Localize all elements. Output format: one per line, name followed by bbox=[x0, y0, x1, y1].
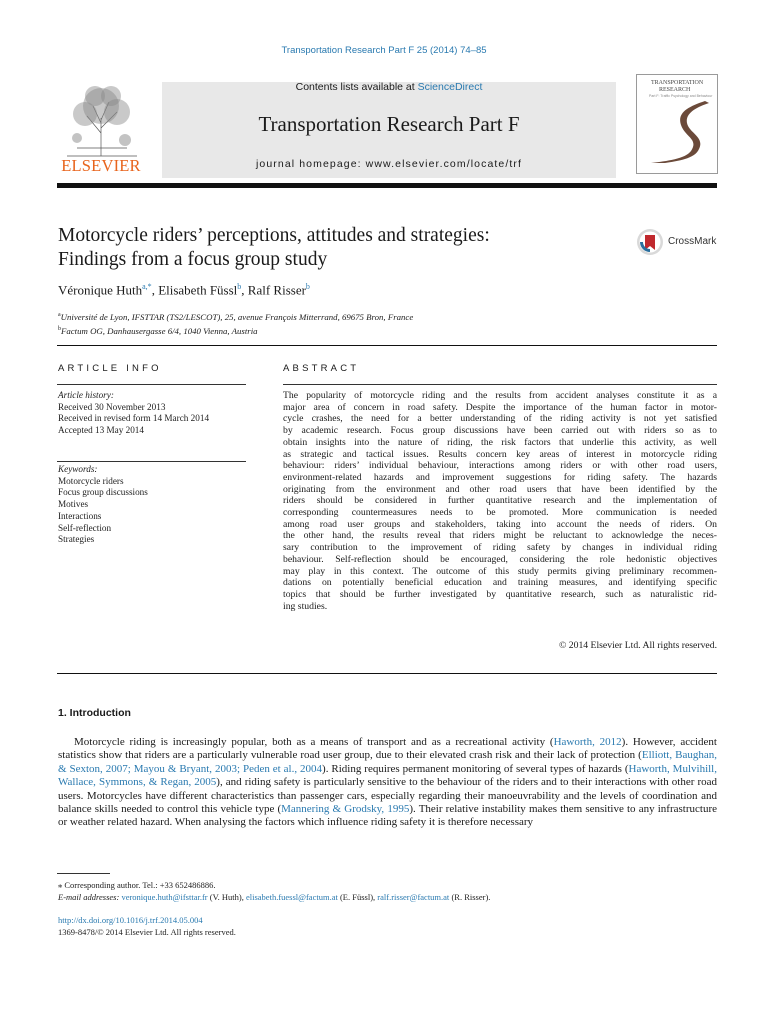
abstract-line: riders should be considered in further quantitative research and the implementation of bbox=[283, 495, 717, 507]
masthead-rule bbox=[57, 183, 717, 188]
abstract-line: behaviour. Self-reflection should be encouraged, considering the role hedonistic objectives bbox=[283, 553, 717, 565]
affiliation-text: Université de Lyon, IFSTTAR (TS2/LESCOT), 25, avenue François Mitterrand, 69675 Bron, France bbox=[60, 311, 414, 322]
abstract-line: the other hand, the results reveal that riders might be reluctant to acknowledge the neces- bbox=[283, 530, 717, 542]
author-affiliation-mark[interactable]: b bbox=[305, 282, 310, 291]
email-owner: (V. Huth), bbox=[207, 892, 246, 902]
email-link[interactable]: veronique.huth@ifsttar.fr bbox=[121, 892, 208, 902]
keyword-item: Strategies bbox=[58, 534, 95, 545]
cover-title-line2: RESEARCH bbox=[659, 86, 691, 93]
citation-link[interactable]: Haworth, Mulvihill, Wallace, Symmons, & Regan, 2005 bbox=[58, 762, 717, 789]
abstract-line: sary contribution to the improvement of riding safety by changes in individual riding bbox=[283, 542, 717, 554]
keyword-item: Motorcycle riders bbox=[58, 475, 124, 486]
doi-block bbox=[58, 914, 236, 938]
cover-title-line1: TRANSPORTATION bbox=[651, 80, 704, 86]
issn-line: 1369-8478/© 2014 Elsevier Ltd. All rights reserved. bbox=[58, 927, 236, 937]
article-info-heading: ARTICLE INFO bbox=[58, 363, 162, 374]
email-addresses bbox=[58, 891, 490, 903]
journal-homepage[interactable]: journal homepage: www.elsevier.com/locate/trf bbox=[255, 158, 523, 170]
keyword-item: Focus group discussions bbox=[58, 487, 148, 498]
affiliations bbox=[58, 309, 413, 337]
abstract-line: among road user groups and stakeholders, taking into account the needs of riders. On bbox=[283, 518, 717, 530]
contents-prefix: Contents lists available at bbox=[295, 81, 418, 93]
email-owner: (R. Risser). bbox=[449, 892, 491, 902]
abstract-line: dations on potentially beneficial education and training measures, and identifying specific bbox=[283, 577, 717, 589]
keywords-list bbox=[58, 476, 148, 546]
keywords bbox=[58, 464, 148, 546]
running-head[interactable]: Transportation Research Part F 25 (2014) 74–85 bbox=[281, 45, 487, 56]
history-label: Article history: bbox=[58, 390, 114, 400]
author-name: Elisabeth Füssl bbox=[158, 282, 238, 298]
affiliation-line bbox=[58, 309, 413, 323]
keywords-label: Keywords: bbox=[58, 464, 98, 474]
affiliation-line bbox=[58, 323, 413, 337]
elsevier-logo bbox=[57, 78, 145, 174]
cover-road-image bbox=[647, 99, 709, 165]
corresponding-author-note: ⁎ Corresponding author. Tel.: +33 652486886. bbox=[58, 880, 216, 890]
elsevier-tree-icon bbox=[57, 78, 145, 158]
citation-link[interactable]: Mannering & Grodsky, 1995 bbox=[281, 803, 410, 816]
abstract-line: originating from the environment and other road users that have been identified by the bbox=[283, 483, 717, 495]
doi-link[interactable]: http://dx.doi.org/10.1016/j.trf.2014.05.004 bbox=[58, 915, 203, 925]
email-label: E-mail addresses: bbox=[58, 892, 122, 902]
journal-title: Transportation Research Part F bbox=[258, 112, 520, 136]
cover-subtitle: Part F: Traffic Psychology and Behaviour bbox=[649, 94, 713, 98]
author-name: Véronique Huth bbox=[58, 282, 143, 298]
keyword-item: Self-reflection bbox=[58, 522, 112, 533]
affiliation-mark: b bbox=[58, 325, 61, 332]
crossmark-badge[interactable] bbox=[636, 228, 726, 258]
citation-link[interactable]: Haworth, 2012 bbox=[553, 736, 622, 748]
history-item: Accepted 13 May 2014 bbox=[58, 425, 144, 436]
footnotes bbox=[58, 879, 490, 903]
keyword-item: Motives bbox=[58, 499, 89, 510]
affiliation-mark: a bbox=[58, 312, 61, 318]
email-owner: (E. Füssl), bbox=[337, 892, 378, 902]
abstract-line: may play in this context. The outcome of this study permits giving preliminary recommen- bbox=[283, 565, 717, 577]
author-separator: , bbox=[151, 282, 159, 298]
journal-cover bbox=[636, 74, 718, 174]
abstract-line: cycle crashes, the need for a better understanding of the riding activity is not yet satisfied bbox=[283, 413, 717, 425]
article-title-line2: Findings from a focus group study bbox=[58, 249, 328, 270]
crossmark-label: CrossMark bbox=[668, 236, 717, 247]
affiliation-text: Factum OG, Danhausergasse 6/4, 1040 Vienna, Austria bbox=[61, 325, 258, 336]
author-separator: , bbox=[241, 282, 248, 298]
abstract-line: topics that should be further investigated by quantitative research, such as naturalistic rid- bbox=[283, 588, 717, 600]
history-item: Received 30 November 2013 bbox=[58, 401, 166, 412]
body-text: ), and riding safety is particularly sensitive to the behaviour of the riders and to their interactions with other road users. Motorcycles have different characteristics than passenger cars, especially regarding their manoeuvrability and the levels of coordination and balance skills needed to control this vehicle type ( bbox=[58, 776, 717, 816]
author-name: Ralf Risser bbox=[247, 282, 306, 298]
abstract-copyright: © 2014 Elsevier Ltd. All rights reserved. bbox=[558, 640, 717, 651]
divider bbox=[57, 673, 717, 674]
abstract-line: major area of concern in road safety. Despite the importance of the human factor in motor- bbox=[283, 401, 717, 413]
sciencedirect-link[interactable]: ScienceDirect bbox=[417, 81, 483, 93]
divider bbox=[57, 345, 717, 346]
author-affiliation-mark[interactable]: a,* bbox=[142, 282, 152, 291]
abstract-line: ing studies. bbox=[283, 600, 328, 612]
article-title-line1: Motorcycle riders’ perceptions, attitudes and strategies: bbox=[58, 225, 490, 246]
email-link[interactable]: ralf.risser@factum.at bbox=[377, 892, 450, 902]
body-text: Motorcycle riding is increasingly popular, both as a means of transport and as a recreational activity ( bbox=[74, 736, 554, 748]
publisher-name: ELSEVIER bbox=[61, 156, 141, 175]
abstract-line: as strategic and tactical issues. Results concern key areas of interest in motorcycle riding bbox=[283, 448, 717, 460]
body-text: ). However, accident statistics show that riders are a particularly vulnerable road user group, due to their elevated crash risk and their lack of protection ( bbox=[58, 736, 717, 762]
cover-title bbox=[651, 80, 703, 93]
history-list bbox=[58, 402, 209, 437]
section-heading: 1. Introduction bbox=[58, 707, 131, 719]
article-history bbox=[58, 390, 209, 437]
email-link[interactable]: elisabeth.fuessl@factum.at bbox=[245, 892, 338, 902]
abstract-line: environment-related hazards and improvement suggestions for riding safety. The hazards bbox=[283, 471, 717, 483]
author-affiliation-mark[interactable]: b bbox=[237, 282, 242, 291]
crossmark-icon bbox=[636, 228, 664, 256]
history-item: Received in revised form 14 March 2014 bbox=[58, 413, 210, 424]
body-text: ). Their relative instability makes them sensitive to any infrastructure or weather related hazard. When analysing the factors which influence riding safety it is therefore necessary bbox=[58, 803, 717, 829]
abstract-line: corresponding countermeasures needs to be promoted. More communication is needed bbox=[283, 507, 717, 519]
citation-link[interactable]: Elliott, Baughan, & Sexton, 2007; Mayou & Bryant, 2003; Peden et al., 2004 bbox=[58, 749, 717, 775]
introduction-paragraph bbox=[58, 736, 717, 830]
divider bbox=[283, 384, 717, 385]
abstract-heading: ABSTRACT bbox=[283, 363, 360, 374]
footnote-rule bbox=[57, 873, 110, 874]
divider bbox=[57, 384, 246, 385]
abstract-line: by academic research. Focus group discussions have been carried out with riders so as to bbox=[283, 425, 717, 437]
contents-line bbox=[162, 81, 616, 93]
divider bbox=[57, 461, 246, 462]
keyword-item: Interactions bbox=[58, 510, 102, 521]
abstract-line: obtain insights into the nature of riding, the risk factors that underlie this activity, as well bbox=[283, 436, 717, 448]
body-text: ). Riding requires permanent monitoring of several types of hazards ( bbox=[322, 762, 629, 775]
abstract-body bbox=[283, 390, 717, 612]
abstract-line: The popularity of motorcycle riding and the results from accident analyses constitute it as a bbox=[283, 390, 717, 401]
article-title bbox=[58, 224, 618, 272]
author-list bbox=[58, 282, 310, 298]
abstract-line: behaviour: riders’ individual behaviour, interactions among riders or with other road users, bbox=[283, 460, 717, 472]
